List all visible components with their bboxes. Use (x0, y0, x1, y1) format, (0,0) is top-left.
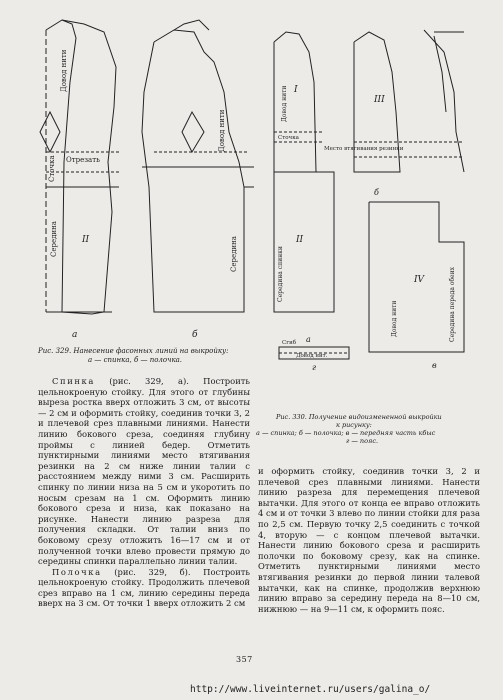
fig329-label-dovod-niti: Довод нити (60, 49, 68, 92)
fig329-letter-b: б (192, 330, 198, 340)
right-column-text (258, 466, 480, 614)
fig330-roman-2: II (296, 235, 304, 245)
paragraph-polochka (38, 567, 250, 609)
paragraph-polochka-body: (рис. 329, б). Построить цельнокроеную стойку. Продолжить плечевой срез вправо на 1 см, линию середины переда вверх на 3 см. От точки 1 вверх отложить 2 см (38, 566, 250, 609)
fig330-label-dovod-niti: Довод нити (281, 85, 288, 122)
fig330-label-dovod-niti-iv: Довод нити (391, 300, 398, 337)
paragraph-continued: и оформить стойку, соединив точки 3, 2 и плечевой срез плавными линиями. Нанести линию разреза для перемещения плечевой вытачки. Для этого от конца ее вправо отложить 4 см и от точки 3 влево по линии стойки для раза по 2,5 см. Первую точку 2,5 соединить с точкой 4, вторую — с концом плечевой вытачки. Нанести линию бокового среза и расширить полочки по боковому срезу, как на спинке. Отметить пунктирными линиями место втягивания резинки до первой линии талевой вытачки, как на спинке, продолжив верхнюю линию вправо за середину переда на 8—10 см, нижнюю — на 9—11 см, к оформить пояс. (258, 466, 480, 614)
fig329-letter-a: а (72, 330, 78, 340)
fig330-label-serednina-spinki: Середина спинки (277, 246, 284, 302)
fig330-roman-1: I (294, 85, 298, 95)
fig329-label-stochka: Сточка (48, 155, 56, 182)
fig329-caption-line2: а — спинка, б — полочка. (88, 356, 183, 364)
fig330-letter-g: г (312, 363, 317, 372)
fig330-label-mesto-rezinki: Место втягивания резинки (324, 146, 404, 152)
fig330-roman-3: III (374, 95, 385, 105)
fig330-letter-b: б (374, 188, 379, 197)
fig329-label-dovod-niti-front: Довод нити (218, 109, 226, 152)
paragraph-spinka (38, 376, 250, 567)
fig329-label-serednina-front: Середина (230, 236, 238, 272)
paragraph-spinka-lead: Спинка (52, 376, 95, 386)
fig330-caption-line4: г — пояс. (346, 437, 379, 445)
pattern-figures (24, 12, 489, 372)
fig329-caption-line1: Рис. 329. Нанесение фасонных линий на выкройку: (38, 347, 229, 355)
fig329-roman-2: II (82, 235, 90, 245)
fig330-caption-line2: к рисунку: (336, 421, 372, 429)
fig330-caption-line1: Рис. 330. Получение видоизмененной выкройки (276, 413, 442, 421)
fig329-label-serednina: Середина (50, 221, 58, 257)
fig330-letter-v: в (432, 361, 437, 370)
fig330-letter-a: а (306, 335, 311, 344)
fig330-roman-4: IV (414, 275, 425, 285)
page-number: 357 (236, 655, 253, 664)
fig330-caption-line3: а — спинка; б — полочка; в — передняя часть кбыс (256, 429, 436, 437)
paragraph-spinka-body: (рис. 329, а). Построить цельнокроеную стойку. Для этого от глубины выреза ростка вверх отложить 3 см, от высоты — 2 см и оформить стойку, соединив точки 3, 2 и плечевой срез плавными линиями. Нанести линию бокового среза, соединяя глубину проймы с линией бедер. Отметить пунктирными линиями место втягивания резинки на 2 см ниже линии талии с расстоянием между ними 3 см. Расширить спинку по линии низа на 5 см и укоротить по носым срезам на 1 см. Оформить линию бокового среза и низа, как показано на рисунке. Нанести линию разреза для получения складки. От талии вниз по боковому срезу отложить 16—17 см и от полученной точки влево провести прямую до середины спинки параллельно линии талии. (38, 376, 250, 567)
source-watermark: http://www.liveinternet.ru/users/galina_o/ (190, 684, 431, 695)
fig330-label-dovod: Довод нит. (296, 353, 328, 359)
fig330-label-shov: Сгиб (282, 340, 297, 346)
fig329-label-otrezat: Отрезать (66, 156, 100, 164)
fig329-caption (38, 347, 268, 365)
fig330-label-stochka: Сточка (278, 135, 299, 141)
fig330-caption (256, 413, 496, 445)
fig330-label-serednina-pereda: Середина переда обеих (449, 267, 456, 342)
left-column-text (38, 376, 250, 609)
paragraph-polochka-lead: Полочка (52, 566, 102, 577)
